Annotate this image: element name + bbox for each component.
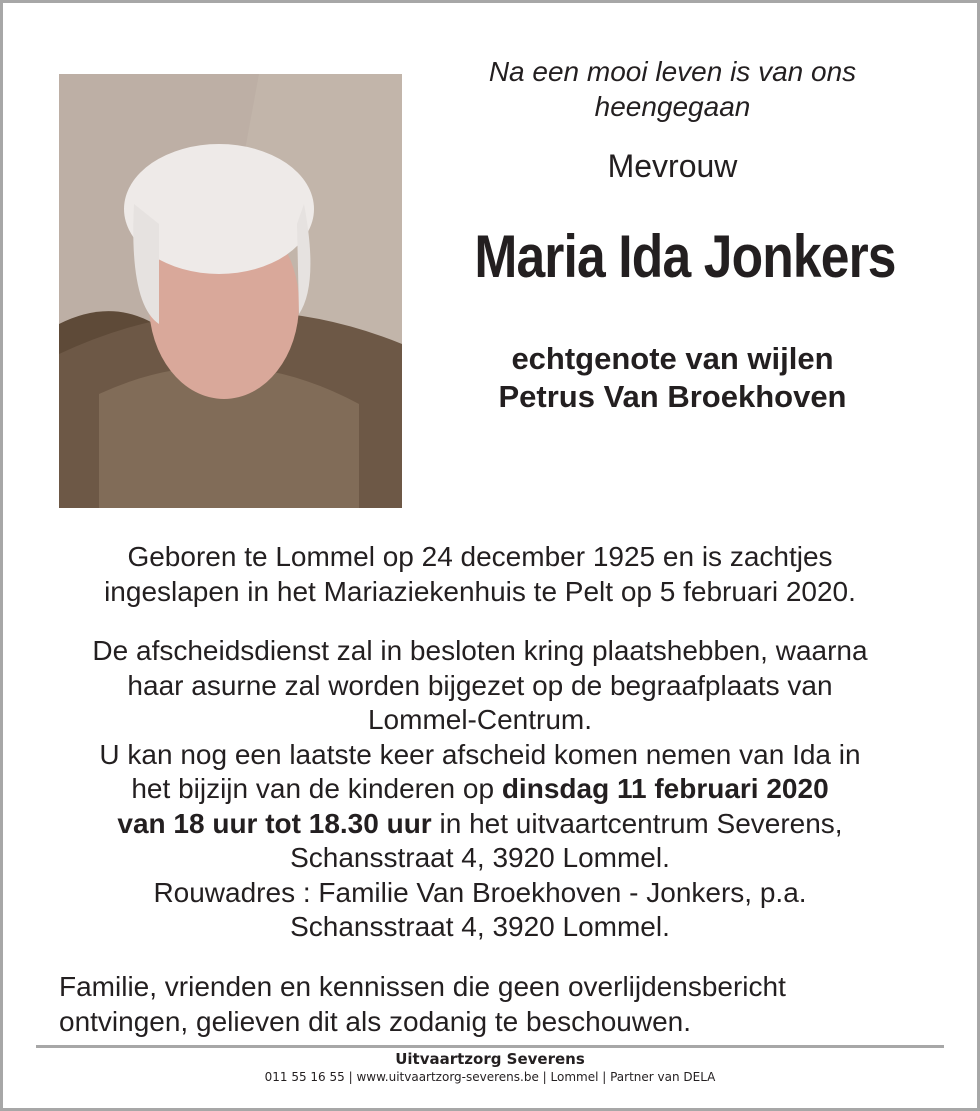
birth-line: Geboren te Lommel op 24 december 1925 en is zachtjes bbox=[127, 541, 833, 572]
mourning-address: Rouwadres : Familie Van Broekhoven - Jonkers, p.a. bbox=[153, 876, 807, 908]
spouse-line: Petrus Van Broekhoven bbox=[498, 379, 847, 414]
service-line bbox=[40, 772, 920, 807]
service-line: Schansstraat 4, 3920 Lommel. bbox=[290, 842, 670, 873]
service-paragraph bbox=[40, 634, 920, 945]
intro-line: heengegaan bbox=[594, 91, 751, 122]
intro-text bbox=[420, 54, 925, 124]
closing-paragraph bbox=[59, 970, 939, 1039]
footer-divider bbox=[36, 1045, 944, 1048]
deceased-name: Maria Ida Jonkers bbox=[474, 223, 896, 290]
spouse-text bbox=[420, 340, 925, 416]
portrait-photo bbox=[59, 74, 402, 508]
service-line: Lommel-Centrum. bbox=[367, 704, 593, 735]
closing-line: ontvingen, gelieven dit als zodanig te beschouwen. bbox=[59, 1005, 691, 1037]
service-line bbox=[40, 807, 920, 842]
birth-paragraph bbox=[40, 540, 920, 609]
service-text: het bijzijn van de kinderen op bbox=[131, 773, 502, 804]
service-line: De afscheidsdienst zal in besloten kring plaatshebben, waarna bbox=[92, 635, 868, 666]
funeral-home-name: Uitvaartzorg Severens bbox=[395, 1050, 585, 1068]
visitation-date: dinsdag 11 februari 2020 bbox=[501, 773, 829, 804]
funeral-home-details: 011 55 16 55 | www.uitvaartzorg-severens.be | Lommel | Partner van DELA bbox=[264, 1070, 716, 1084]
service-line: U kan nog een laatste keer afscheid komen nemen van Ida in bbox=[99, 738, 861, 770]
closing-line: Familie, vrienden en kennissen die geen overlijdensbericht bbox=[59, 971, 786, 1002]
spouse-line: echtgenote van wijlen bbox=[511, 341, 834, 376]
service-line: haar asurne zal worden bijgezet op de begraafplaats van bbox=[127, 669, 833, 701]
birth-line: ingeslapen in het Mariaziekenhuis te Pelt op 5 februari 2020. bbox=[104, 575, 856, 607]
service-text: in het uitvaartcentrum Severens, bbox=[431, 807, 843, 839]
intro-line: Na een mooi leven is van ons bbox=[488, 56, 857, 87]
honorific: Mevrouw bbox=[607, 148, 738, 184]
service-line: Schansstraat 4, 3920 Lommel. bbox=[290, 911, 670, 942]
visitation-time: van 18 uur tot 18.30 uur bbox=[117, 807, 432, 839]
